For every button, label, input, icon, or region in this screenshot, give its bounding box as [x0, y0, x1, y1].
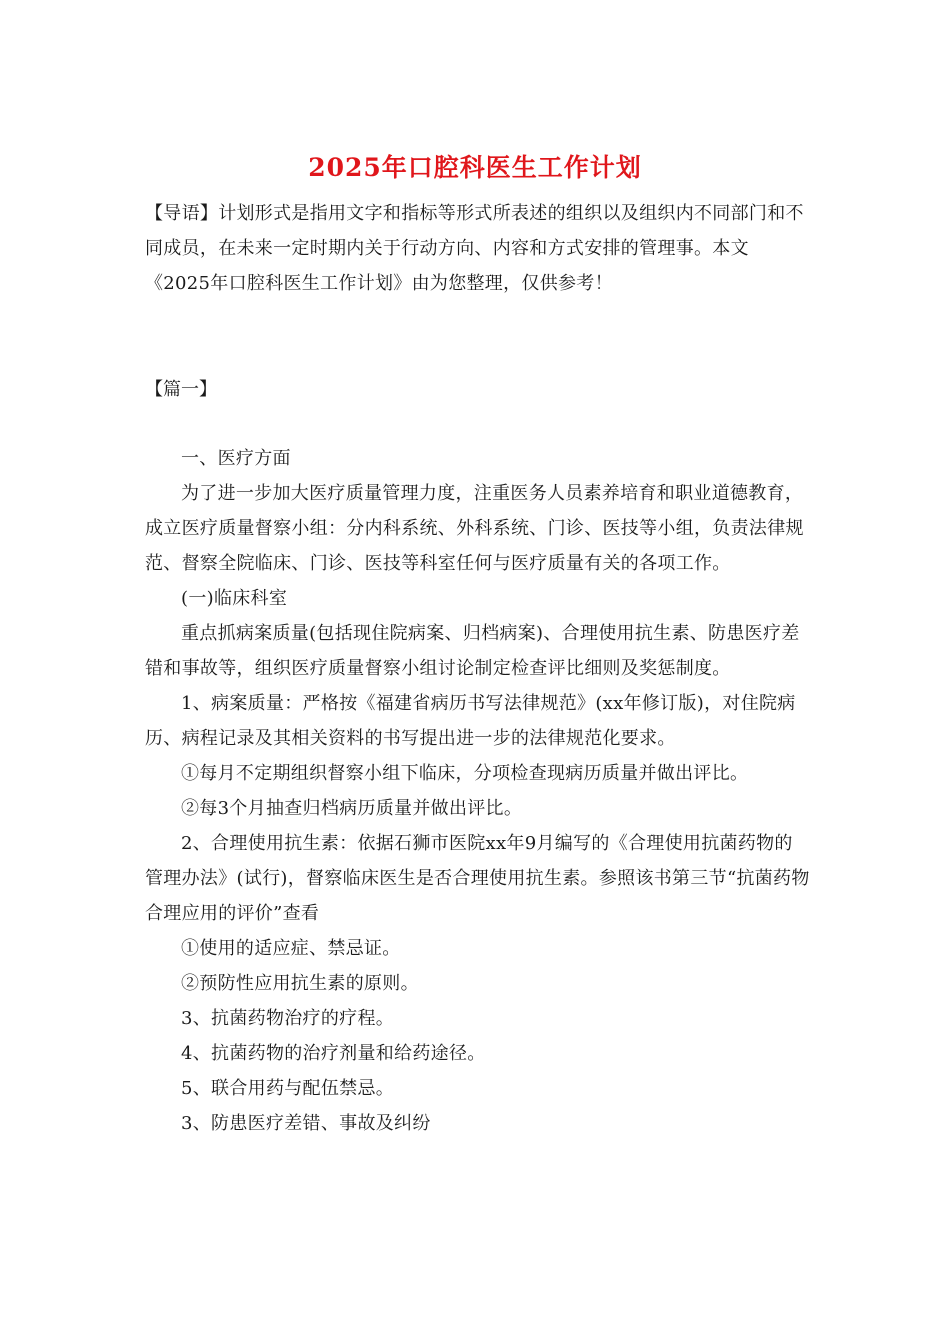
paragraph: 为了进一步加大医疗质量管理力度，注重医务人员素养培育和职业道德教育，成立医疗质量督察小组：分内科系统、外科系统、门诊、医技等小组，负责法律规范、督察全院临床、门诊、医技等科室任何与医疗质量有关的各项工作。	[145, 483, 804, 574]
list-item: 3、抗菌药物治疗的疗程。	[181, 1008, 395, 1029]
list-item: 4、抗菌药物的治疗剂量和给药途径。	[181, 1043, 486, 1064]
section-label: 【篇一】	[145, 379, 217, 400]
document-title: 2025年口腔科医生工作计划	[308, 153, 642, 182]
list-item: ②每3个月抽查归档病历质量并做出评比。	[181, 798, 523, 819]
paragraph: 重点抓病案质量(包括现住院病案、归档病案)、合理使用抗生素、防患医疗差错和事故等，组织医疗质量督察小组讨论制定检查评比细则及奖惩制度。	[145, 623, 800, 679]
document-body	[145, 441, 810, 1141]
paragraph-heading-medical: 一、医疗方面	[181, 448, 291, 469]
list-item: 3、防患医疗差错、事故及纠纷	[181, 1113, 431, 1134]
paragraph: 1、病案质量：严格按《福建省病历书写法律规范》(xx年修订版)，对住院病历、病程记录及其相关资料的书写提出进一步的法律规范化要求。	[145, 693, 796, 749]
paragraph: 2、合理使用抗生素：依据石狮市医院xx年9月编写的《合理使用抗菌药物的管理办法》(试行)，督察临床医生是否合理使用抗生素。参照该书第三节“抗菌药物合理应用的评价”查看	[145, 833, 810, 924]
list-item: ①每月不定期组织督察小组下临床，分项检查现病历质量并做出评比。	[181, 763, 749, 784]
list-item: 5、联合用药与配伍禁忌。	[181, 1078, 395, 1099]
list-item: ①使用的适应症、禁忌证。	[181, 938, 401, 959]
list-item: ②预防性应用抗生素的原则。	[181, 973, 419, 994]
paragraph-heading-clinical: (一)临床科室	[181, 588, 288, 609]
intro-paragraph: 【导语】计划形式是指用文字和指标等形式所表述的组织以及组织内不同部门和不同成员，在未来一定时期内关于行动方向、内容和方式安排的管理事。本文《2025年口腔科医生工作计划》由为您整理，仅供参考！	[145, 203, 804, 294]
